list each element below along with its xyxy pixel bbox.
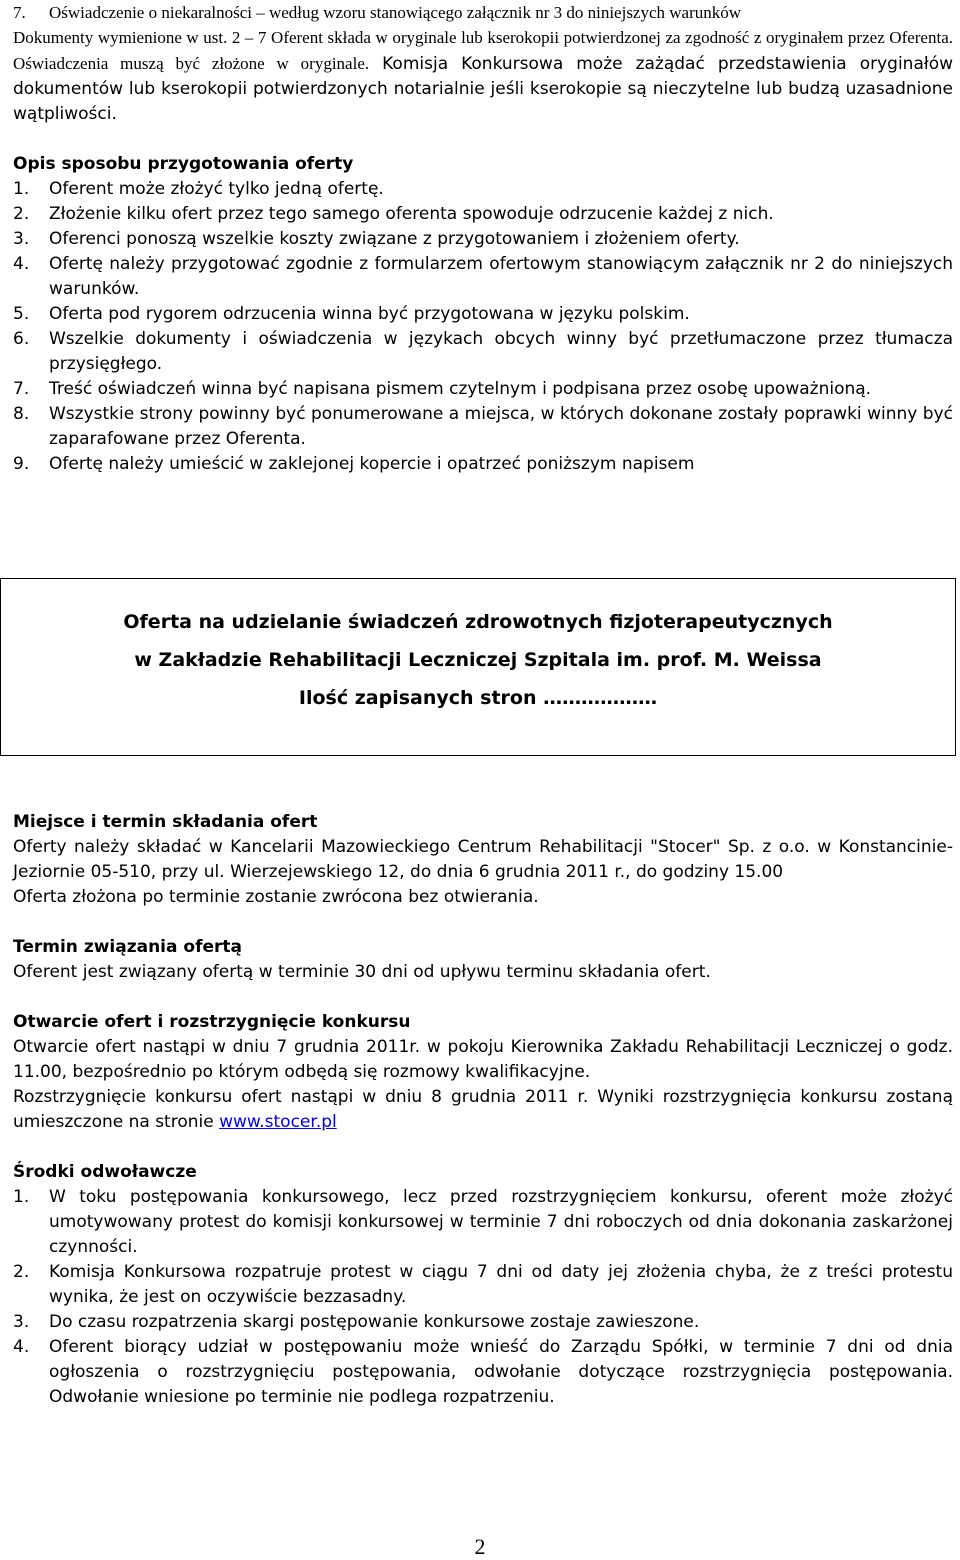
list-item (13, 1185, 953, 1260)
list-item (13, 177, 953, 202)
item-text: Komisja Konkursowa rozpatruje protest w ciągu 7 dni od daty jej złożenia chyba, że z treści protestu wynika, że jest on oczywiście bezzasadny. (49, 1262, 953, 1307)
envelope-line-title: Oferta na udzielanie świadczeń zdrowotnych fizjoterapeutycznych (123, 611, 833, 633)
item-number: 9. (13, 454, 30, 474)
list-item (13, 227, 953, 252)
submission-section (13, 810, 953, 910)
item-number: 2. (13, 204, 30, 224)
appeals-section (13, 1160, 953, 1410)
page-number: 2 (474, 1534, 486, 1559)
list-item (13, 377, 953, 402)
item-text: Oświadczenie o niekaralności – według wzoru stanowiącego załącznik nr 3 do niniejszych warunków (49, 3, 742, 22)
list-item (13, 252, 953, 302)
item-text: Do czasu rozpatrzenia skargi postępowanie konkursowe zostaje zawieszone. (49, 1312, 700, 1332)
list-item (13, 1310, 953, 1335)
item-text: Treść oświadczeń winna być napisana pismem czytelnym i podpisana przez osobę upoważnioną. (49, 379, 872, 399)
preparation-section (13, 152, 953, 477)
website-link[interactable]: www.stocer.pl (219, 1112, 337, 1132)
item-number: 2. (13, 1262, 30, 1282)
opening-heading: Otwarcie ofert i rozstrzygnięcie konkursu (13, 1012, 411, 1032)
lower-content (13, 810, 953, 1410)
submission-heading: Miejsce i termin składania ofert (13, 812, 318, 832)
preparation-heading: Opis sposobu przygotowania oferty (13, 154, 354, 174)
binding-heading: Termin związania ofertą (13, 937, 242, 957)
item-number: 8. (13, 404, 30, 424)
list-item (13, 452, 953, 477)
condition-item-7 (13, 0, 953, 25)
item-text: Ofertę należy przygotować zgodnie z formularzem ofertowym stanowiącym załącznik nr 2 do niniejszych warunków. (49, 254, 953, 299)
documents-note (13, 25, 953, 127)
item-text: Wszystkie strony powinny być ponumerowane a miejsca, w których dokonane zostały poprawki winny być zaparafowane przez Oferenta. (49, 404, 953, 449)
binding-section (13, 935, 953, 985)
item-number: 1. (13, 1187, 30, 1207)
item-text: W toku postępowania konkursowego, lecz przed rozstrzygnięciem konkursu, oferent może złożyć umotywowany protest do komisji konkursowej w terminie 7 dni roboczych od dnia dokonania zaskarżonej czynności. (49, 1187, 953, 1257)
list-item (13, 202, 953, 227)
item-text: Ofertę należy umieścić w zaklejonej kopercie i opatrzeć poniższym napisem (49, 454, 695, 474)
item-number: 1. (13, 179, 30, 199)
list-item (13, 1335, 953, 1410)
envelope-line-facility: w Zakładzie Rehabilitacji Leczniczej Szpitala im. prof. M. Weissa (134, 649, 822, 671)
item-number: 4. (13, 1337, 30, 1357)
appeals-heading: Środki odwoławcze (13, 1162, 197, 1182)
item-number: 6. (13, 329, 30, 349)
list-item (13, 327, 953, 377)
opening-results-text (13, 1085, 953, 1135)
opening-results-label: Rozstrzygnięcie konkursu ofert nastąpi w dniu 8 grudnia 2011 r. Wyniki rozstrzygnięcia konkursu zostaną umieszczone na stronie (13, 1087, 953, 1132)
item-number: 7. (13, 3, 26, 22)
documents-note-serif: Dokumenty wymienione w ust. 2 – 7 Oferent składa w oryginale lub kserokopii potwierdzonej za zgodność z oryginałem przez Oferenta. Oświadczenia muszą być złożone w oryginale. (13, 28, 953, 73)
opening-text: Otwarcie ofert nastąpi w dniu 7 grudnia 2011r. w pokoju Kierownika Zakładu Rehabilitacji Leczniczej o godz. 11.00, bezpośrednio po którym odbędą się rozmowy kwalifikacyjne. (13, 1037, 953, 1082)
binding-text: Oferent jest związany ofertą w terminie 30 dni od upływu terminu składania ofert. (13, 962, 711, 982)
opening-section (13, 1010, 953, 1135)
preparation-list (13, 177, 953, 477)
envelope-label-box (0, 578, 956, 756)
envelope-line-pages: Ilość zapisanych stron ……………… (298, 687, 658, 709)
documents-note-sans: Komisja Konkursowa może zażądać przedstawienia oryginałów dokumentów lub kserokopii potwierdzonych notarialnie jeśli kserokopie są nieczytelne lub budzą uzasadnione wątpliwości. (13, 54, 953, 124)
item-text: Wszelkie dokumenty i oświadczenia w językach obcych winny być przetłumaczone przez tłumacza przysięgłego. (49, 329, 953, 374)
submission-text-late: Oferta złożona po terminie zostanie zwrócona bez otwierania. (13, 887, 539, 907)
list-item (13, 402, 953, 452)
submission-text: Oferty należy składać w Kancelarii Mazowieckiego Centrum Rehabilitacji "Stocer" Sp. z o.o. w Konstancinie-Jeziornie 05-510, przy ul. Wierzejewskiego 12, do dnia 6 grudnia 2011 r., do godziny 15.00 (13, 837, 953, 882)
item-number: 4. (13, 254, 30, 274)
item-text: Oferent może złożyć tylko jedną ofertę. (49, 179, 384, 199)
item-text: Oferenci ponoszą wszelkie koszty związane z przygotowaniem i złożeniem oferty. (49, 229, 740, 249)
item-text: Oferent biorący udział w postępowaniu może wnieść do Zarządu Spółki, w terminie 7 dni od dnia ogłoszenia o rozstrzygnięciu postępowania, odwołanie dotyczące rozstrzygnięcia postępowania. Odwołanie wniesione po terminie nie podlega rozpatrzeniu. (49, 1337, 953, 1407)
list-item (13, 302, 953, 327)
item-number: 3. (13, 1312, 30, 1332)
item-text: Oferta pod rygorem odrzucenia winna być przygotowana w języku polskim. (49, 304, 690, 324)
item-number: 7. (13, 379, 30, 399)
item-number: 5. (13, 304, 30, 324)
item-number: 3. (13, 229, 30, 249)
item-text: Złożenie kilku ofert przez tego samego oferenta spowoduje odrzucenie każdej z nich. (49, 204, 774, 224)
list-item (13, 1260, 953, 1310)
